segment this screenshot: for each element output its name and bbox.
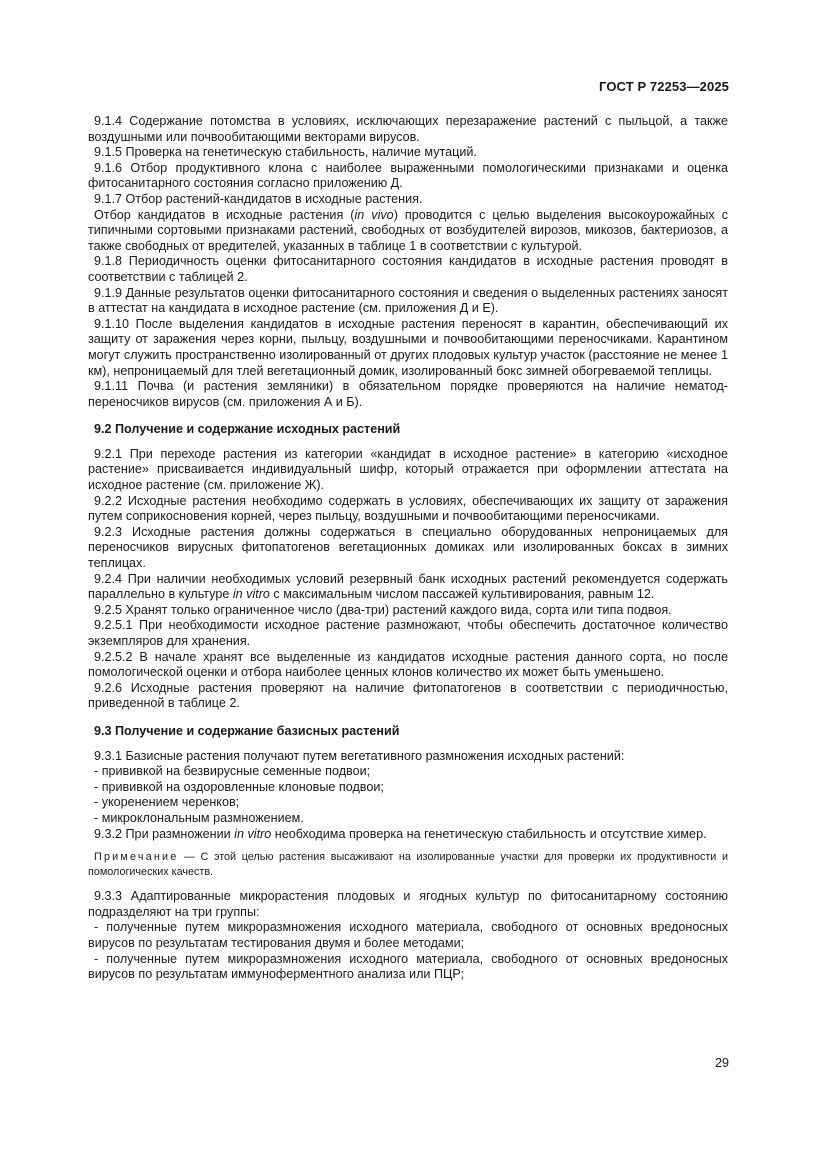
- paragraph: 9.1.6 Отбор продуктивного клона с наиболее выраженными помологическими признаками и оценка фитосанитарного состояния согласно приложению Д.: [88, 160, 728, 191]
- paragraph: 9.2.2 Исходные растения необходимо содержать в условиях, обеспечивающих их защиту от заражения путем соприкосновения корней, через пыльцу, воздушными и почвообитающими переносчиками.: [88, 493, 728, 524]
- paragraph: 9.1.7 Отбор растений-кандидатов в исходные растения.: [94, 191, 423, 206]
- paragraph: 9.1.8 Периодичность оценки фитосанитарного состояния кандидатов в исходные растения проводят в соответствии с таблицей 2.: [88, 254, 728, 284]
- page-body: [88, 114, 728, 983]
- list-item: - микроклональным размножением.: [94, 810, 304, 825]
- note-text: — С этой целью растения высаживают на изолированные участки для проверки их продуктивности и помологических качеств.: [88, 851, 728, 879]
- paragraph: 9.1.9 Данные результатов оценки фитосанитарного состояния и сведения о выделенных растениях заносят в аттестат на кандидата в исходное растение (см. приложения Д и Е).: [88, 285, 728, 316]
- list-item: - полученные путем микроразмножения исходного материала, свободного от основных вредоносных вирусов по результатам иммуноферментного анализа или ПЦР;: [88, 951, 728, 982]
- section-heading: 9.2 Получение и содержание исходных растений: [94, 422, 401, 437]
- list-item: - прививкой на оздоровленные клоновые подвои;: [94, 779, 384, 794]
- note: [88, 850, 728, 880]
- list-item: - укоренением черенков;: [94, 795, 240, 810]
- paragraph: 9.2.5 Хранят только ограниченное число (два-три) растений каждого вида, сорта или типа подвоя.: [94, 602, 672, 617]
- paragraph: 9.1.4 Содержание потомства в условиях, исключающих перезаражение растений с пыльцой, а также воздушными или почвообитающими векторами вирусов.: [88, 114, 728, 144]
- section-heading: 9.3 Получение и содержание базисных растений: [94, 723, 400, 738]
- paragraph-in-vitro: 9.3.2 При размножении in vitro необходима проверка на генетическую стабильность и отсутствие химер.: [94, 826, 707, 841]
- paragraph: 9.2.5.1 При необходимости исходное растение размножают, чтобы обеспечить достаточное количество экземпляров для хранения.: [88, 618, 728, 648]
- page-number: 29: [714, 1056, 729, 1070]
- document-code: ГОСТ Р 72253—2025: [599, 79, 729, 94]
- list-item: - полученные путем микроразмножения исходного материала, свободного от основных вредоносных вирусов по результатам тестирования двумя и более методами;: [88, 920, 728, 950]
- note-label: Примечание: [94, 851, 179, 864]
- paragraph: 9.1.5 Проверка на генетическую стабильность, наличие мутаций.: [94, 145, 477, 160]
- paragraph: 9.1.10 После выделения кандидатов в исходные растения переносят в карантин, обеспечивающий их защиту от заражения через корни, пыльцу, воздушными и почвообитающими переносчиками. Карантином могут служить пространственно изолированный от других плодовых культур участок (расстояние не менее 1 км), непроницаемый для тлей вегетационный домик, изолированный бокс зимней обогреваемой теплицы.: [88, 316, 728, 378]
- paragraph: 9.2.3 Исходные растения должны содержаться в специально оборудованных непроницаемых для переносчиков вирусных фитопатогенов вегетационных домиках или изолированных боксах в зимних теплицах.: [88, 524, 728, 571]
- paragraph: 9.2.6 Исходные растения проверяют на наличие фитопатогенов в соответствии с периодичностью, приведенной в таблице 2.: [88, 680, 728, 711]
- paragraph-in-vitro: 9.2.4 При наличии необходимых условий резервный банк исходных растений рекомендуется содержать параллельно в культуре in vitro с максимальным числом пассажей культивирования, равным 12.: [88, 571, 728, 602]
- paragraph: 9.3.1 Базисные растения получают путем вегетативного размножения исходных растений:: [94, 748, 625, 763]
- paragraph: 9.1.11 Почва (и растения земляники) в обязательном порядке проверяются на наличие нематод-переносчиков вирусов (см. приложения А и Б).: [88, 379, 728, 409]
- list-item: - прививкой на безвирусные семенные подвои;: [94, 764, 371, 779]
- paragraph-in-vivo: Отбор кандидатов в исходные растения (in vivo) проводится с целью выделения высокоурожайных с типичными сортовыми признаками растений, свободных от возбудителей вирозов, микозов, бактериозов, а также свободных от вредителей, указанных в таблице 1 в соответствии с культурой.: [88, 207, 728, 253]
- paragraph: 9.3.3 Адаптированные микрорастения плодовых и ягодных культур по фитосанитарному состоянию подразделяют на три группы:: [88, 889, 728, 919]
- paragraph: 9.2.5.2 В начале хранят все выделенные из кандидатов исходные растения данного сорта, но после помологической оценки и отбора наиболее ценных клонов количество их может быть уменьшено.: [88, 649, 728, 680]
- paragraph: 9.2.1 При переходе растения из категории «кандидат в исходное растение» в категорию «исходное растение» присваивается индивидуальный шифр, который отражается при оформлении аттестата на исходное растение (см. приложение Ж).: [88, 446, 728, 493]
